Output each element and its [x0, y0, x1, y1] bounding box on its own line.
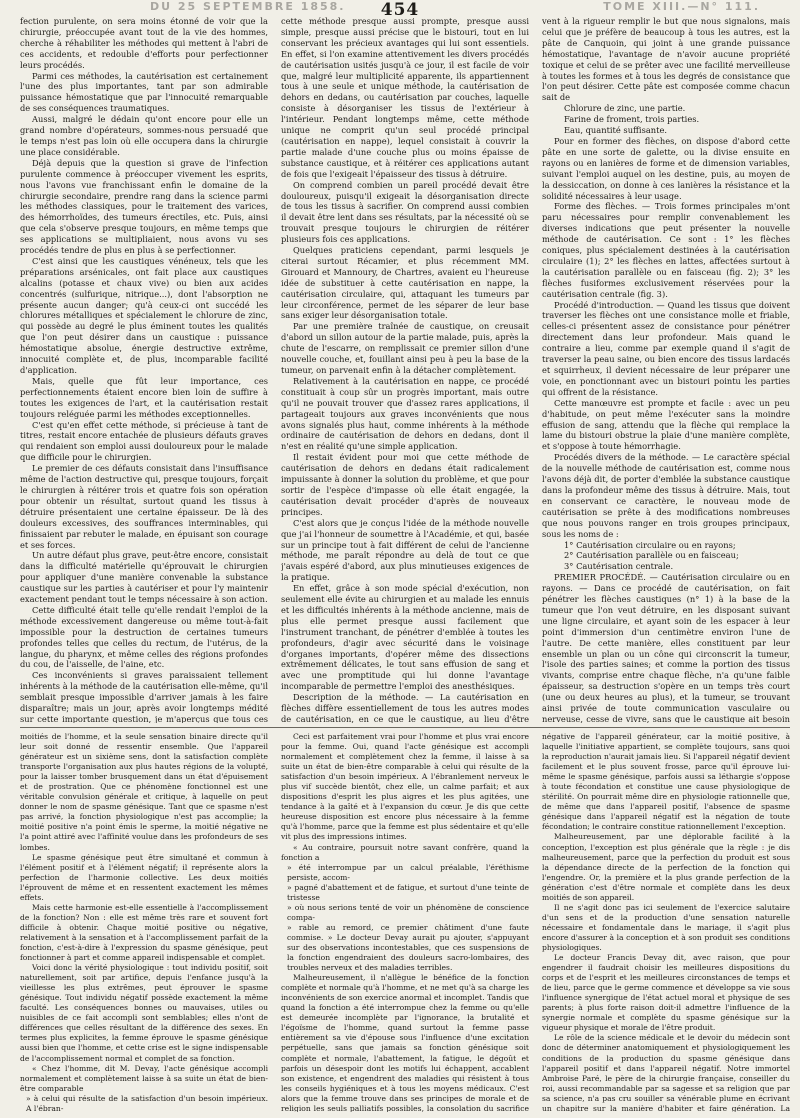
paragraph: Chlorure de zinc, une partie. [564, 103, 686, 114]
paragraph: » rable au remord, ce premier châtiment d'une faute commise. » Le docteur Devay aurait pu ajouter, s'appuyant sur des observations incontestables, que ces suspensions de la fonction engendraient des douleurs sacro-lombaires, des troubles nerveux et des maladies terribles. [287, 922, 529, 973]
paragraph: » où nous serions tenté de voir un phénomène de conscience compa- [287, 902, 529, 922]
running-head-left: DU 25 SEPTEMBRE 1858. [150, 0, 346, 13]
paragraph: Cette manœuvre est prompte et facile : avec un peu d'habitude, on peut même l'exécuter sans la moindre effusion de sang, attendu que la flèche qui remplace la lame du bistouri obstrue la plaie d'une manière complète, et s'oppose à toute hémorrhagie. [542, 397, 790, 452]
paragraph: Le docteur Francis Devay dit, avec raison, que pour engendrer il faudrait choisir les meilleures dispositions du corps et de l'esprit et les meilleures circonstances de temps et de lieu, parce que le germe commence et développe sa vie sous l'influence synergique de l'état actuel moral et physique de ses parents; à plus forte raison doit-il admettre l'influence de la synergie normale et complète du spasme génésique sur la vigueur physique et morale de l'être produit. [542, 953, 790, 1033]
paragraph: C'est qu'en effet cette méthode, si précieuse à tant de titres, restait encore entachée de plusieurs défauts graves qui rendaient son emploi aussi douloureux pour le malade que difficile pour le chirurgien. [20, 419, 268, 463]
paragraph: Malheureusement, par une déplorable facilité à la conception, l'exception est plus générale que la règle : je dis malheureusement, parce que la perfection du produit est sous la dépendance directe de la perfection de la fonction qui l'engendre. Or, la première et la plus grande perfection de la génération c'est d'être normale et complète dans les deux moitiés de son appareil. [542, 832, 790, 902]
article-column-3 [542, 16, 790, 723]
paragraph: Ceci est parfaitement vrai pour l'homme et plus vrai encore pour la femme. Oui, quand l'acte génésique est accompli normalement et complètement chez la femme, il laisse à sa suite un état de bien-être comparable à celui qui résulte de la satisfaction d'un besoin impérieux. A l'ébranlement nerveux le plus vif succède bientôt, chez elle, un calme parfait; et aux dispositions d'esprit les plus aigres et les plus agitées, une tendance à la gaîté et à l'expansion du cœur. Je dis que cette heureuse disposition est encore plus nécessaire à la femme qu'à l'homme, parce que la femme est plus sédentaire et qu'elle vit plus des impressions intimes. [281, 732, 529, 842]
paragraph: vent à la rigueur remplir le but que nous signalons, mais celui que je préfère de beaucoup à tous les autres, est la pâte de Canquoin, qui joint à une grande puissance hémostatique, l'avantage de n'avoir aucune propriété toxique et celui de se prêter avec une facilité merveilleuse à toutes les formes et à tous les degrés de consistance que l'on peut désirer. Cette pâte est composée comme chacun sait de [542, 16, 790, 103]
paragraph: Déjà depuis que la question si grave de l'infection purulente commence à préoccuper vivement les esprits, nous l'avons vue franchissant enfin le domaine de la chirurgie secondaire, prendre rang dans la science parmi les méthodes classiques, pour le traitement des varices, des hémorrhoïdes, des tumeurs érectiles, etc. Puis, ainsi que cela s'observe presque toujours, en même temps que ses applications se multipliaient, nous avons vu ses procédés tendre de plus en plus à se perfectionner. [20, 157, 268, 256]
feuilleton-section [20, 732, 790, 1112]
main-article [20, 16, 790, 723]
paragraph: C'est ainsi que les caustiques vénéneux, tels que les préparations arsénicales, ont fait place aux caustiques alcalins (potasse et chaux vive) ou bien aux acides concentrés (sulfurique, nitrique...), dont l'absorption ne présente aucun danger; qu'à ceux-ci ont succédé les chlorures métalliques et spécialement le chlorure de zinc, qui possède au degré le plus éminent toutes les qualités que l'on peut désirer dans un caustique : puissance hémostatique absolue, énergie destructive extrême, innocuité complète et, de plus, incomparable facilité d'application. [20, 255, 268, 375]
paragraph: fection purulente, on sera moins étonné de voir que la chirurgie, préoccupée avant tout de la vie des hommes, cherche à réhabiliter les méthodes qui mettent à l'abri de ces accidents, et redouble d'efforts pour perfectionner leurs procédés. [20, 16, 268, 70]
paragraph: Ces inconvénients si graves paraissaient tellement inhérents à la méthode de la cautérisation elle-même, qu'il semblait presque impossible d'arriver jamais à les faire disparaître; mais un jour, après avoir longtemps médité sur cette importante question, je m'aperçus que tous ces [20, 670, 268, 723]
paragraph: On comprend combien un pareil procédé devait être douloureux, puisqu'il exigeait la désorganisation directe de tous les tissus à sacrifier. On comprend aussi combien il devait être lent dans ses résultats, par la nécessité où se trouvait presque toujours le chirurgien de réitérer plusieurs fois ces applications. [281, 179, 529, 245]
paragraph: » à celui qui résulte de la satisfaction d'un besoin impérieux. A l'ébran- [26, 1093, 268, 1112]
paragraph: Farine de froment, trois parties. [564, 114, 700, 125]
paragraph: Procédé d'introduction. — Quand les tissus que doivent traverser les flèches ont une consistance molle et friable, celles-ci présentent assez de consistance pour pénétrer directement dans leur profondeur. Mais quand le contraire a lieu, comme par exemple quand il s'agit de traverser la peau saine, ou bien encore des tissus lardacés et squirrheux, il devient nécessaire de leur préparer une voie, en ponctionnant avec un bistouri pointu les parties qui offrent de la résistance. [542, 299, 790, 397]
paragraph: Relativement à la cautérisation en nappe, ce procédé constituait à coup sûr un progrès important, mais outre qu'il ne pouvait trouver que d'assez rares applications, il partageait toujours aux graves inconvénients que nous avons signalés plus haut, comme inhérents à la méthode ordinaire de cautérisation de dehors en dedans, dont il n'est en réalité qu'une simple application. [281, 375, 529, 452]
paragraph: « Au contraire, poursuit notre savant confrère, quand la fonction a [281, 842, 529, 862]
paragraph: C'est alors que je conçus l'idée de la méthode nouvelle que j'ai l'honneur de soumettre à l'Académie, et qui, basée sur un principe tout à fait différent de celui de l'ancienne méthode, me paraît répondre au delà de tout ce que j'avais espéré d'abord, aux plus minutieuses exigences de la pratique. [281, 517, 529, 583]
page-number: 454 [380, 0, 420, 20]
article-column-1 [20, 16, 268, 723]
paragraph: Malheureusement, il n'allègue le bénéfice de la fonction complète et normale qu'à l'homme, et ne met qu'à sa charge les inconvénients de son exercice anormal et incomplet. Tandis que quand la fonction a été interrompue chez la femme ou qu'elle est demeurée incomplète par l'ignorance, la brutalité et l'égoïsme de l'homme, quand surtout la femme passe entièrement sa vie d'épouse sous l'influence d'une excitation perpétuelle, sans que jamais sa fonction génésique soit complète et normale, l'abattement, la fatigue, le dégoût et parfois un désespoir dont les motifs lui échappent, accablent son existence, et engendrent des maladies qui résistent à tous les conseils hygiéniques et à tous les moyens médicaux. C'est alors que la femme trouve dans ses principes de morale et de religion les seuls palliatifs possibles, la consolation du sacrifice [281, 973, 529, 1112]
paragraph: « Chez l'homme, dit M. Devay, l'acte génésique accompli normalement et complètement laisse à sa suite un état de bien-être comparable [20, 1063, 268, 1093]
paragraph: » été interrompue par un calcul préalable, l'éréthisme persiste, accom- [287, 862, 529, 882]
paragraph: Eau, quantité suffisante. [564, 125, 668, 136]
paragraph: Cette difficulté était telle qu'elle rendait l'emploi de la méthode excessivement dangereuse ou même tout-à-fait impossible pour la destruction de certaines tumeurs profondes telles que celles du rectum, de l'utérus, de la langue, du pharynx, et même celles des régions profondes du cou, de l'aisselle, de l'aine, etc. [20, 604, 268, 670]
paragraph: » pagné d'abattement et de fatigue, et surtout d'une teinte de tristesse [287, 882, 529, 902]
feuilleton-divider [20, 727, 790, 728]
paragraph: Voici donc la vérité physiologique : tout individu positif, soit naturellement, soit par artifice, depuis l'enfance jusqu'à la vieillesse les plus extrêmes, peut éprouver le spasme génésique. Tout individu négatif possède exactement la même faculté. Les conséquences bonnes ou mauvaises, utiles ou nuisibles de ce fait accompli sont semblables; elles n'ont de différences que celles résultant de la différence des sexes. En termes plus explicites, la femme éprouve le spasme génésique aussi bien que l'homme, et cette crise est le signe indispensable de l'accomplissement normal et complet de sa fonction. [20, 963, 268, 1063]
paragraph: Le premier de ces défauts consistait dans l'insuffisance même de l'action destructive qui, presque toujours, forçait le chirurgien à réitérer trois et quatre fois son opération pour obtenir un résultat, surtout quand les tissus à détruire présentaient une certaine épaisseur. De là des douleurs excessives, des souffrances interminables, qui finissaient par rebuter le malade, en épuisant son courage et ses forces. [20, 463, 268, 550]
paragraph: cette méthode presque aussi prompte, presque aussi simple, presque aussi précise que le bistouri, tout en lui conservant les précieux avantages qui lui sont essentiels. En effet, si l'on examine attentivement les divers procédés de cautérisation usités jusqu'à ce jour, il est facile de voir que, malgré leur multiplicité apparente, ils appartiennent tous à une seule et unique méthode, la cautérisation de dehors en dedans, ou cautérisation par couches, laquelle consiste à désorganiser les tissus de l'extérieur à l'intérieur. Pendant longtemps même, cette méthode unique ne comprit qu'un seul procédé principal (cautérisation en nappe), lequel consistait à couvrir la partie malade d'une couche plus ou moins épaisse de substance caustique, et à réitérer ces applications autant de fois que l'exigeait l'épaisseur des tissus à détruire. [281, 16, 529, 179]
paragraph: Pour en former des flèches, on dispose d'abord cette pâte en une sorte de galette, ou la divise ensuite en rayons ou en lanières de forme et de dimension variables, suivant l'emploi auquel on les destine, puis, au moyen de la dessiccation, on donne à ces lanières la résistance et la solidité nécessaires à leur usage. [542, 135, 790, 201]
paragraph: PREMIER PROCÉDÉ. — Cautérisation circulaire ou en rayons. — Dans ce procédé de cautérisation, on fait pénétrer les flèches caustiques (n° 1) à la base de la tumeur que l'on veut détruire, en les disposant suivant une ligne circulaire, et ayant soin de les espacer à leur point d'immersion d'un centimètre environ l'une de l'autre. De cette manière, elles constituent par leur ensemble un plan ou un cône qui circonscrit la tumeur, l'isole des parties saines; et comme la portion des tissus vivants, comprise entre chaque flèche, n'a qu'une faible épaisseur, sa destruction s'opère en un temps très court (une ou deux heures au plus), et la tumeur, se trouvant ainsi privée de toute communication vasculaire ou nerveuse, cesse de vivre, sans que le caustique ait besoin [542, 572, 790, 723]
paragraph: Par une première traînée de caustique, on creusait d'abord un sillon autour de la partie malade, puis, après la chute de l'escarre, on remplissait ce premier sillon d'une nouvelle couche, et, fouillant ainsi peu à peu la base de la tumeur, on parvenait enfin à la détacher complètement. [281, 321, 529, 375]
paragraph: Un autre défaut plus grave, peut-être encore, consistait dans la difficulté matérielle qu'éprouvait le chirurgien pour appliquer d'une manière convenable la substance caustique sur les parties à cautériser et pour l'y maintenir exactement pendant tout le temps nécessaire à son action. [20, 550, 268, 605]
paragraph: 2° Cautérisation parallèle ou en faisceau; [564, 550, 739, 561]
paragraph: Aussi, malgré le dédain qu'ont encore pour elle un grand nombre d'opérateurs, sommes-nous persuadé que le temps n'est pas loin où elle occupera dans la chirurgie une place considérable. [20, 114, 268, 157]
paragraph: moitiés de l'homme, et la seule sensation binaire directe qu'il leur soit donné de ressentir ensemble. Que l'appareil générateur est un sixième sens, dont la satisfaction complète transporte l'organisation aux plus hautes régions de la volupté, pour la laisser tomber brusquement dans un état d'épuisement et de prostration. Que ce phénomène fonctionnel est une véritable convulsion générale et critique, à laquelle on peut donner le nom de spasme génésique. Tant que ce spasme n'est pas arrivé, la fonction physiologique n'est pas accomplie; la moitié positive n'a point émis le sperme, la moitié négative ne l'a point attiré avec l'affinité voulue dans les profondeurs de ses lombes. [20, 732, 268, 852]
paragraph: Le spasme génésique peut être simultané et commun à l'élément positif et à l'élément négatif; il représente alors la perfection de l'harmonie collective. Les deux moitiés l'éprouvent de même et en ressentent exactement les mêmes effets. [20, 852, 268, 902]
paragraph: Quelques praticiens cependant, parmi lesquels je citerai surtout Récamier, et plus récemment MM. Girouard et Mannoury, de Chartres, avaient eu l'heureuse idée de substituer à cette cautérisation en nappe, la cautérisation circulaire, qui, attaquant les tumeurs par leur circonférence, permet de les séparer de leur base sans exiger leur désorganisation totale. [281, 245, 529, 321]
paragraph: Description de la méthode. — La cautérisation en flèches diffère essentiellement de tous les autres modes de cautérisation, en ce que le caustique, au lieu d'être [281, 692, 529, 723]
paragraph: Parmi ces méthodes, la cautérisation est certainement l'une des plus importantes, tant par son admirable puissance hémostatique que par l'innocuité remarquable de ses conséquences traumatiques. [20, 70, 268, 114]
paragraph: Forme des flèches. — Trois formes principales m'ont paru nécessaires pour remplir convenablement les diverses indications que peut présenter la nouvelle méthode de cautérisation. Ce sont : 1° les flèches coniques, plus spécialement destinées à la cautérisation circulaire (1); 2° les flèches en lattes, affectées surtout à la cautérisation parallèle ou en faisceau (fig. 2); 3° les flèches fusiformes exclusivement réservées pour la cautérisation centrale (fig. 3). [542, 201, 790, 299]
paragraph: Mais cette harmonie est-elle essentielle à l'accomplissement de la fonction? Non : elle est même très rare et souvent fort difficile à obtenir. Chaque moitié positive ou négative, relativement à la sensation et à l'accomplissement parfait de la fonction, c'est-à-dire à l'expression du spasme génésique, peut fonctionner à part et comme appareil indispensable et complet. [20, 902, 268, 963]
feuilleton-column-3 [542, 732, 790, 1112]
paragraph: 1° Cautérisation circulaire ou en rayons; [564, 539, 736, 550]
paragraph: Le rôle de la science médicale et le devoir du médecin sont donc de déterminer anatomiquement et physiologiquement les conditions de la production du spasme génésique dans l'appareil positif et dans l'appareil négatif. Notre immortel Ambroise Paré, le père de la chirurgie française, conseiller du roi, aussi recommandable par sa sagesse et sa religion que par sa science, n'a pas cru souiller sa vénérable plume en écrivant un chapitre sur la manière d'habiter et faire génération. La [542, 1033, 790, 1112]
paragraph: Il restait évident pour moi que cette méthode de cautérisation de dehors en dedans était radicalement impuissante à donner la solution du problème, et que pour sortir de l'espèce d'impasse où elle était engagée, la cautérisation devait procéder d'après de nouveaux principes. [281, 452, 529, 517]
feuilleton-column-2 [281, 732, 529, 1112]
paragraph: Procédés divers de la méthode. — Le caractère spécial de la nouvelle méthode de cautérisation est, comme nous l'avons déjà dit, de porter d'emblée la substance caustique dans la profondeur même des tissus à détruire. Mais, tout en conservant ce caractère, le nouveau mode de cautérisation se prête à des modifications nombreuses que nous pouvons ranger en trois groupes principaux, sous les noms de : [542, 452, 790, 539]
paragraph: En effet, grâce à son mode spécial d'exécution, non seulement elle évite au chirurgien et au malade les ennuis et les difficultés inhérents à la méthode ancienne, mais de plus elle permet presque aussi facilement que l'instrument tranchant, de pénétrer d'emblée à toutes les profondeurs, d'agir avec sécurité dans le voisinage d'organes importants, d'opérer même des dissections extrêmement délicates, le tout sans effusion de sang et avec une promptitude qui lui donne l'avantage incomparable de permettre l'emploi des anesthésiques. [281, 583, 529, 692]
feuilleton-column-1 [20, 732, 268, 1112]
paragraph: 3° Cautérisation centrale. [564, 561, 674, 572]
paragraph: négative de l'appareil générateur, car la moitié positive, à laquelle l'initiative appartient, se complète toujours, sans quoi la reproduction n'aurait jamais lieu. Si l'appareil négatif devient facilement et le plus souvent frosse, parce qu'il éprouve lui-même le spasme génésique, parfois aussi sa léthargie s'oppose à toute fécondation et constitue une cause physiologique de stérilité. On pourrait même dire en physiologie rationnelle que, de même que dans l'appareil positif, l'absence de spasme génésique dans l'appareil négatif est la négation de toute fécondation; le contraire constitue rationnellement l'exception. [542, 732, 790, 832]
paragraph: Mais, quelle que fût leur importance, ces perfectionnements étaient encore bien loin de suffire à toutes les exigences de l'art, et la cautérisation restait toujours reléguée parmi les méthodes exceptionnelles. [20, 375, 268, 419]
paragraph: Il ne s'agit donc pas ici seulement de l'exercice salutaire d'un sens et de la production d'une sensation naturelle nécessaire et fondamentale dans le mariage, il s'agit plus encore d'assurer à la conception et à son produit ses conditions physiologiques. [542, 902, 790, 952]
article-column-2 [281, 16, 529, 723]
running-head-right: TOME XIII.—N° 111. [603, 0, 760, 13]
